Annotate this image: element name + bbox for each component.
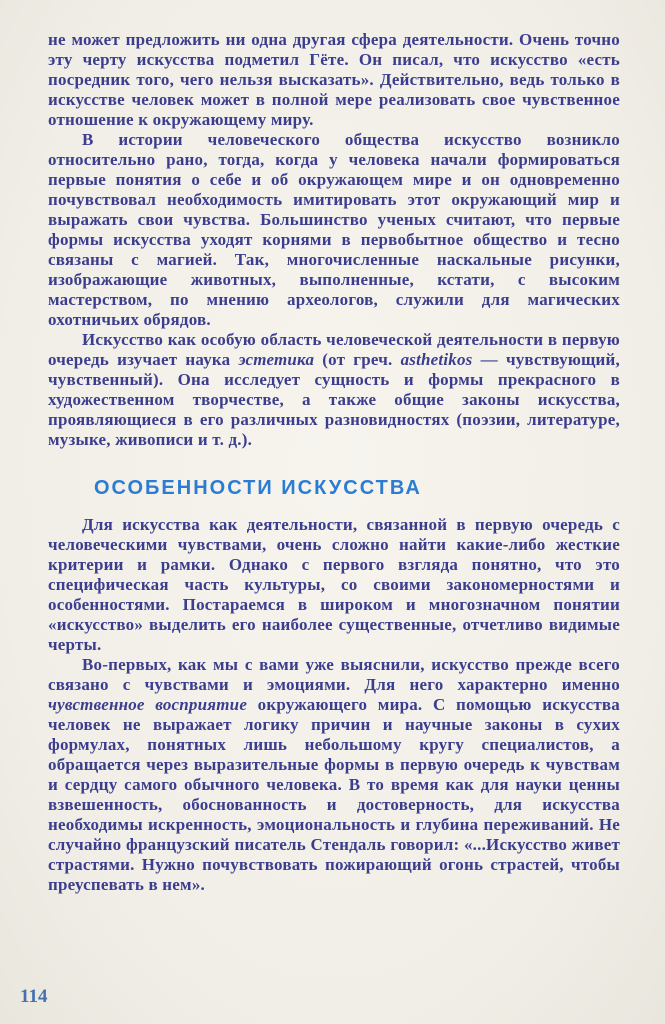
body-paragraph: В истории человеческого общества искусство возникло относительно рано, тогда, когда у человека начали формироваться первые понятия о себе и об окружающем мире и он одновременно почувствовал необходимость имитировать этот окружающий мир и выражать свои чувства. Большинство ученых считают, что первые формы искусства уходят корнями в первобытное общество и тесно связаны с магией. Так, многочисленные наскальные рисунки, изображающие животных, выполненные, кстати, с высоким мастерством, по мнению археологов, служили для магических охотничьих обрядов. [48,130,620,329]
body-paragraph: Во-первых, как мы с вами уже выяснили, искусство прежде всего связано с чувствами и эмоциями. Для него характерно именно чувственное восприятие окружающего мира. С помощью искусства человек не выражает логику причин и научные законы в сухих формулах, понятных лишь небольшому кругу специалистов, а обращается через выразительные формы в первую очередь к чувствам и сердцу самого обычного человека. В то время как для науки ценны взвешенность, обоснованность и достоверность, для искусства необходимы искренность, эмоциональность и глубина переживаний. Не случайно французский писатель Стендаль говорил: «...Искусство живет страстями. Нужно почувствовать пожирающий огонь страстей, чтобы преуспевать в нем». [48,655,621,894]
body-paragraph: Для искусства как деятельности, связанной в первую очередь с человеческими чувствами, очень сложно найти какие-либо жесткие критерии и рамки. Однако с первого взгляда понятно, что это специфическая часть культуры, со своими закономерностями и особенностями. Постараемся в широком и многозначном понятии «искусство» выделить его наиболее существенные, отчетливо видимые черты. [48,515,620,654]
body-paragraph: Искусство как особую область человеческой деятельности в первую очередь изучает наука эстетика (от греч. asthetikos — чувствующий, чувственный). Она исследует сущность и формы прекрасного в художественном творчестве, а также общие законы искусства, проявляющиеся в его различных разновидностях (поэзии, литературе, музыке, живописи и т. д.). [48,330,621,449]
page-number: 114 [20,986,48,1007]
section-heading: ОСОБЕННОСТИ ИСКУССТВА [94,477,422,499]
body-paragraph: не может предложить ни одна другая сфера деятельности. Очень точно эту черту искусства подметил Гёте. Он писал, что искусство «есть посредник того, чего нельзя высказать». Действительно, ведь только в искусстве человек может в полной мере реализовать свое чувственное отношение к окружающему миру. [48,30,620,129]
